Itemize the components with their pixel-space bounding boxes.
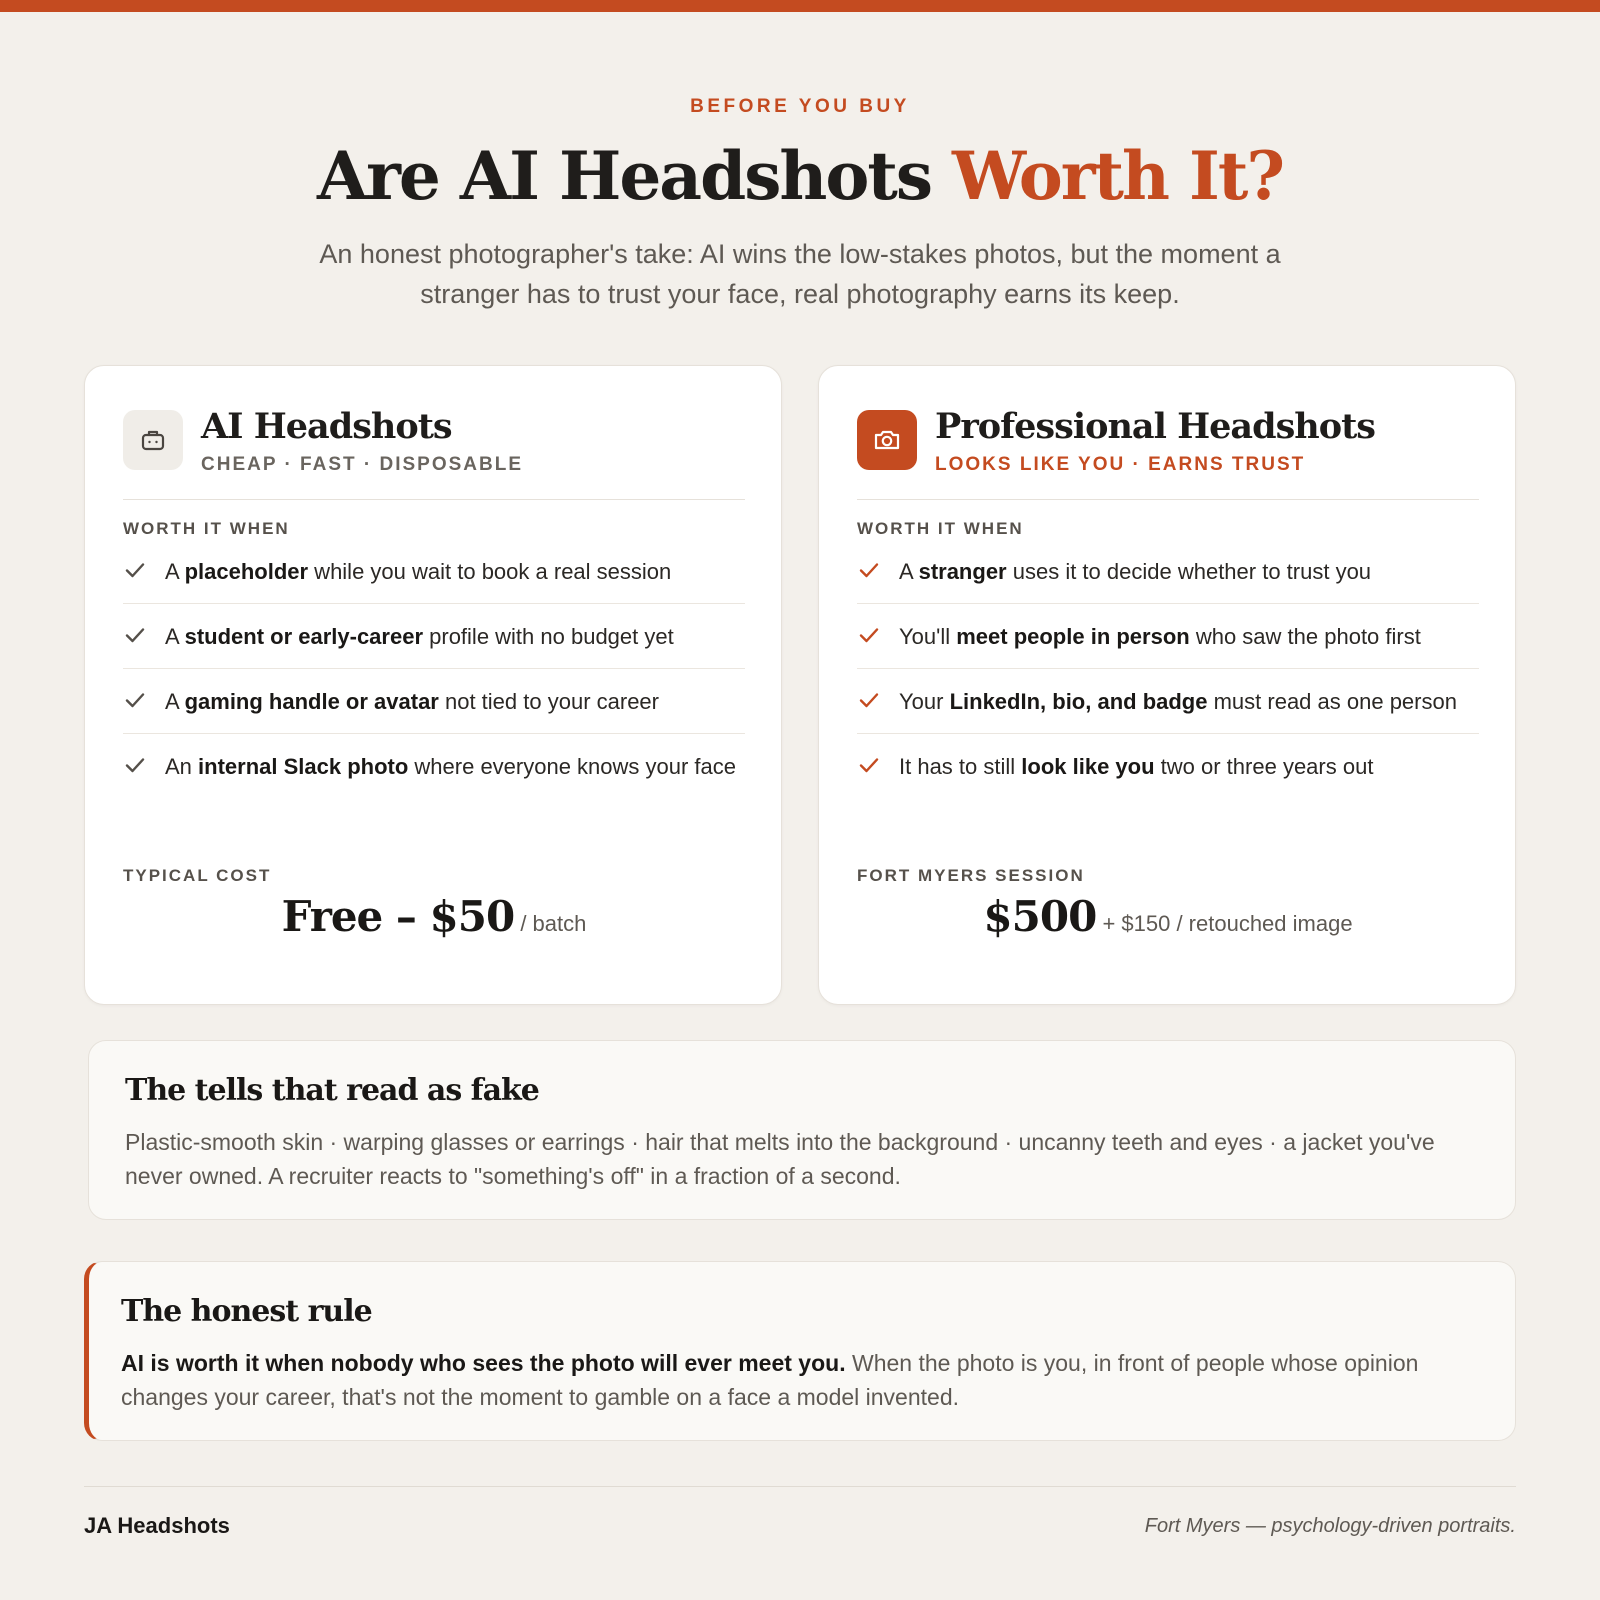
item-post: two or three years out [1154, 754, 1374, 779]
title-accent: Worth It? [952, 137, 1284, 215]
worth-list [123, 556, 745, 799]
cost-label: TYPICAL COST [123, 866, 272, 885]
professional-headshots-card [818, 365, 1516, 1005]
rule-text: When the photo is you, in front of people whose opinion changes your career, that's not the moment to gamble on a face a model invented. [121, 1350, 1419, 1410]
item-pre: An [165, 754, 199, 779]
worth-it-label: WORTH IT WHEN [857, 519, 1024, 538]
price-unit: / batch [514, 911, 587, 936]
tells-body: Plastic-smooth skin · warping glasses or earrings · hair that melts into the background · uncanny teeth and eyes · a jacket you've never owned. A recruiter reacts to "something's off" in a fraction of a second. [125, 1129, 1435, 1189]
card-title: Professional Headshots [935, 406, 1375, 447]
card-header [857, 406, 1479, 475]
item-pre: It has to still [899, 754, 1022, 779]
card-subtitle: CHEAP · FAST · DISPOSABLE [201, 454, 524, 475]
item-bold: gaming handle or avatar [184, 689, 439, 714]
check-icon [123, 558, 147, 582]
worth-it-label: WORTH IT WHEN [123, 519, 290, 538]
ai-headshots-card [84, 365, 782, 1005]
tells-panel [88, 1040, 1516, 1220]
item-pre: A [165, 559, 185, 584]
item-bold: internal Slack photo [198, 754, 409, 779]
list-item [857, 604, 1479, 669]
lead-text: An honest photographer's take: AI wins the low-stakes photos, but the moment a stranger has to trust your face, real photography earns its keep. [319, 239, 1281, 309]
item-pre: A [165, 624, 185, 649]
session-label: FORT MYERS SESSION [857, 866, 1085, 885]
check-icon [123, 623, 147, 647]
camera-icon [857, 410, 917, 470]
divider [857, 499, 1479, 500]
item-pre: You'll [899, 624, 957, 649]
item-pre: A [165, 689, 185, 714]
tells-title: The tells that read as fake [125, 1073, 539, 1108]
list-item-text [165, 751, 745, 782]
check-icon [857, 753, 881, 777]
item-post: profile with no budget yet [423, 624, 674, 649]
list-item-text [165, 686, 745, 717]
list-item [123, 604, 745, 669]
item-post: must read as one person [1207, 689, 1457, 714]
top-accent-bar [0, 0, 1600, 12]
item-post: not tied to your career [438, 689, 659, 714]
item-bold: stranger [918, 559, 1007, 584]
check-icon [123, 753, 147, 777]
rule-bold: AI is worth it when nobody who sees the photo will ever meet you. [121, 1350, 846, 1376]
worth-list [857, 556, 1479, 799]
page-title [0, 136, 1600, 216]
price-amount: Free – $50 [281, 892, 515, 941]
item-post: uses it to decide whether to trust you [1006, 559, 1372, 584]
footer-divider [84, 1486, 1516, 1487]
item-bold: meet people in person [956, 624, 1190, 649]
list-item [123, 734, 745, 799]
item-pre: Your [899, 689, 950, 714]
list-item [857, 556, 1479, 604]
item-bold: LinkedIn, bio, and badge [949, 689, 1208, 714]
list-item-text [899, 686, 1479, 717]
honest-rule-panel [84, 1261, 1516, 1441]
check-icon [857, 623, 881, 647]
card-subtitle: LOOKS LIKE YOU · EARNS TRUST [935, 454, 1306, 475]
item-bold: placeholder [184, 559, 309, 584]
list-item-text [165, 556, 745, 587]
price-unit: + $150 / retouched image [1096, 911, 1353, 936]
list-item [857, 734, 1479, 799]
list-item-text [899, 751, 1479, 782]
item-bold: look like you [1021, 754, 1155, 779]
list-item-text [165, 621, 745, 652]
rule-title: The honest rule [121, 1294, 372, 1329]
rule-body [121, 1346, 1481, 1414]
list-item [123, 556, 745, 604]
check-icon [857, 558, 881, 582]
card-header [123, 406, 745, 475]
card-title: AI Headshots [201, 406, 452, 447]
item-post: while you wait to book a real session [308, 559, 672, 584]
item-pre: A [899, 559, 919, 584]
eyebrow: BEFORE YOU BUY [690, 96, 910, 117]
list-item-text [899, 621, 1479, 652]
price-amount: $500 [983, 892, 1097, 941]
robot-icon [123, 410, 183, 470]
divider [123, 499, 745, 500]
list-item [857, 669, 1479, 734]
item-post: who saw the photo first [1189, 624, 1421, 649]
price [819, 892, 1517, 941]
price [85, 892, 783, 941]
check-icon [857, 688, 881, 712]
item-bold: student or early-career [184, 624, 424, 649]
list-item [123, 669, 745, 734]
footer-tagline: Fort Myers — psychology-driven portraits. [1144, 1515, 1516, 1537]
footer-brand: JA Headshots [84, 1513, 230, 1538]
check-icon [123, 688, 147, 712]
item-post: where everyone knows your face [408, 754, 737, 779]
list-item-text [899, 556, 1479, 587]
title-main: Are AI Headshots [316, 137, 953, 215]
